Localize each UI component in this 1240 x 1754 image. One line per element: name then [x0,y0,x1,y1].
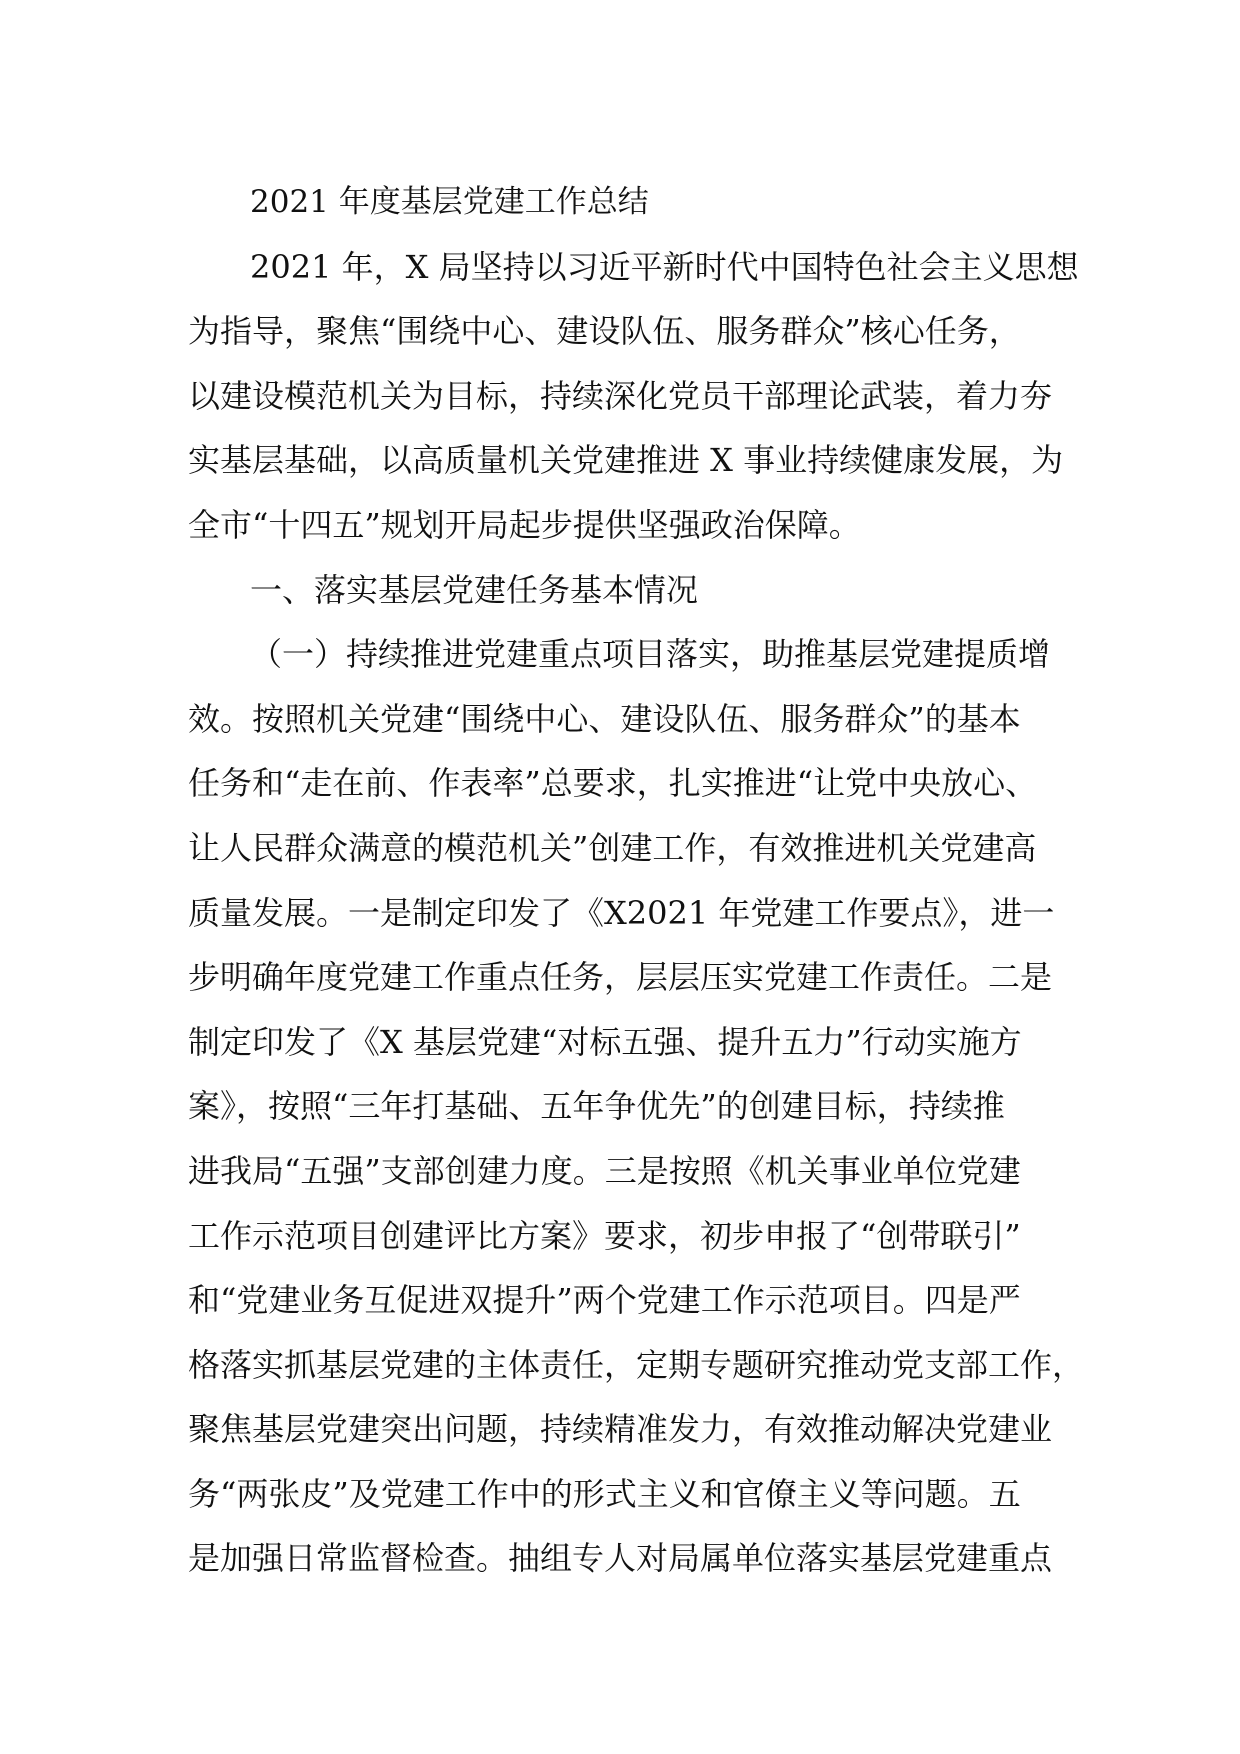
text-line: 效。按照机关党建“围绕中心、建设队伍、服务群众”的基本 [188,699,1021,738]
document-title: 2021 年度基层党建工作总结 [250,184,649,220]
text-line: 工作示范项目创建评比方案》要求，初步申报了“创带联引” [188,1216,1021,1255]
text-line: 任务和“走在前、作表率”总要求，扎实推进“让党中央放心、 [188,764,1038,803]
text-line: 2021 年，X 局坚持以习近平新时代中国特色社会主义思想 [250,247,1079,286]
text-line: 制定印发了《X 基层党建“对标五强、提升五力”行动实施方 [188,1022,1022,1061]
text-line: 让人民群众满意的模范机关”创建工作，有效推进机关党建高 [188,828,1037,867]
text-line: 进我局“五强”支部创建力度。三是按照《机关事业单位党建 [188,1151,1021,1190]
text-line: 质量发展。一是制定印发了《X2021 年党建工作要点》，进一 [188,893,1055,932]
paragraph-section-1-1 [188,622,1085,1591]
text-line: 全市“十四五”规划开局起步提供坚强政治保障。 [188,505,861,544]
text-line: 务“两张皮”及党建工作中的形式主义和官僚主义等问题。五 [188,1474,1021,1513]
text-line: 是加强日常监督检查。抽组专人对局属单位落实基层党建重点 [188,1539,1053,1578]
section-heading: 一、落实基层党建任务基本情况 [250,570,699,609]
text-line: 聚焦基层党建突出问题，持续精准发力，有效推动解决党建业 [188,1410,1053,1449]
text-line: 实基层基础，以高质量机关党建推进 X 事业持续健康发展，为 [188,441,1064,480]
text-line: 格落实抓基层党建的主体责任，定期专题研究推动党支部工作， [188,1345,1085,1384]
text-line: （一）持续推进党建重点项目落实，助推基层党建提质增 [250,635,1051,674]
document-body [188,170,1085,1591]
paragraph-intro [188,235,1079,558]
text-line: 以建设模范机关为目标，持续深化党员干部理论武装，着力夯 [188,376,1053,415]
text-line: 案》，按照“三年打基础、五年争优先”的创建目标，持续推 [188,1087,1005,1126]
text-line: 为指导，聚焦“围绕中心、建设队伍、服务群众”核心任务， [188,312,1021,351]
text-line: 步明确年度党建工作重点任务，层层压实党建工作责任。二是 [188,958,1053,997]
text-line: 和“党建业务互促进双提升”两个党建工作示范项目。四是严 [188,1281,1021,1320]
